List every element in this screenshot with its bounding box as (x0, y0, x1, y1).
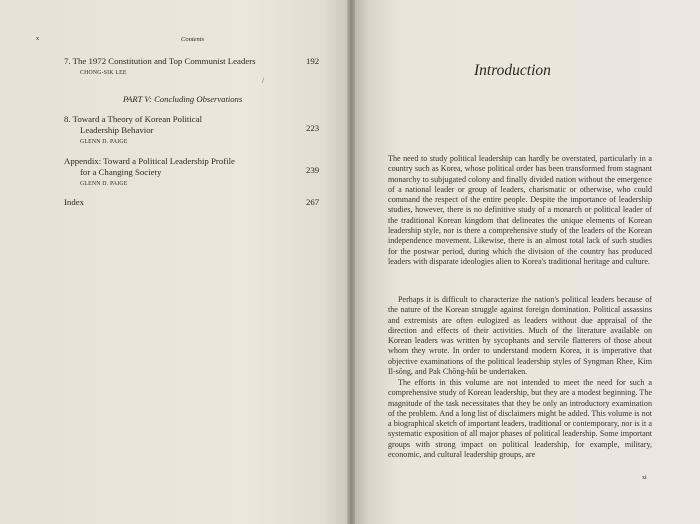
toc-entry-7-author: CHONG-SIK LEE (80, 70, 127, 76)
toc-entry-8-title: 8. Toward a Theory of Korean Political (64, 114, 203, 124)
toc-entry-8-author: GLENN D. PAIGE (80, 139, 128, 145)
book-gutter (347, 0, 355, 524)
toc-index-title: Index (64, 197, 85, 207)
toc-appendix-page: 239 (306, 165, 320, 175)
paragraph-3: The efforts in this volume are not intended to meet the need for such a comprehensive study of Korean leadership, but they are a modest beginning. The magnitude of the task necessitates that they be only an introductory examination of the problem. And a long list of disclaimers might be added. This volume is not a biographical sketch of important leaders, traditional or contemporary, nor is it a systematic exposition of all major phases of political leadership. Some important groups with strong impact on political leadership, for example, military, economic, and cultural leadership groups, are (388, 378, 652, 460)
toc-appendix-title: Appendix: Toward a Political Leadership Profile (64, 156, 235, 166)
paragraph-1: The need to study political leadership can hardly be overstated, particularly in a country such as Korea, whose political order has been transformed from stagnant monarchy to subjugated colony and finally divided nation without the emergence of a national leader or group of leaders, charismatic or otherwise, who could command the respect of the entire people. Despite the importance of leadership studies, however, there is no definitive study of a monarch or political leader of the traditional Korean kingdom that delineates the unique elements of Korean leadership style, nor is there a comprehensive study of the leaders of the Korean independence movement. Likewise, there is an almost total lack of such studies for the postwar period, during which the division of the country has produced leaders with disparate ideologies alien to Korea's traditional heritage and culture. (388, 154, 652, 266)
right-folio: xi (642, 475, 647, 481)
toc-appendix-author: GLENN D. PAIGE (80, 181, 128, 187)
paragraph-2: Perhaps it is difficult to characterize the nation's political leaders because of the nature of the Korean struggle against foreign domination. Political assassins and extremists are often eulogized as leaders without due appraisal of the direction and effects of their activities. Much of the literature available on Korean leaders was written by sycophants and servile flatterers of those about whom they wrote. In order to understand modern Korea, it is imperative that objective examinations of the political leadership styles of Syngman Rhee, Kim Il-sŏng, and Pak Chŏng-hŭi be undertaken. (388, 295, 652, 377)
toc-entry-8-page: 223 (306, 123, 320, 133)
chapter-title: Introduction (474, 62, 551, 79)
toc-appendix-title-line2: for a Changing Society (80, 167, 162, 177)
left-folio: x (36, 36, 39, 42)
toc-entry-7-page: 192 (306, 56, 320, 66)
pencil-mark: / (262, 76, 265, 85)
running-head: Contents (181, 36, 205, 43)
toc-entry-7-title: 7. The 1972 Constitution and Top Communist Leaders (64, 56, 256, 66)
toc-entry-8-title-line2: Leadership Behavior (80, 125, 154, 135)
part-heading: PART V: Concluding Observations (123, 94, 243, 104)
toc-index-page: 267 (306, 197, 320, 207)
